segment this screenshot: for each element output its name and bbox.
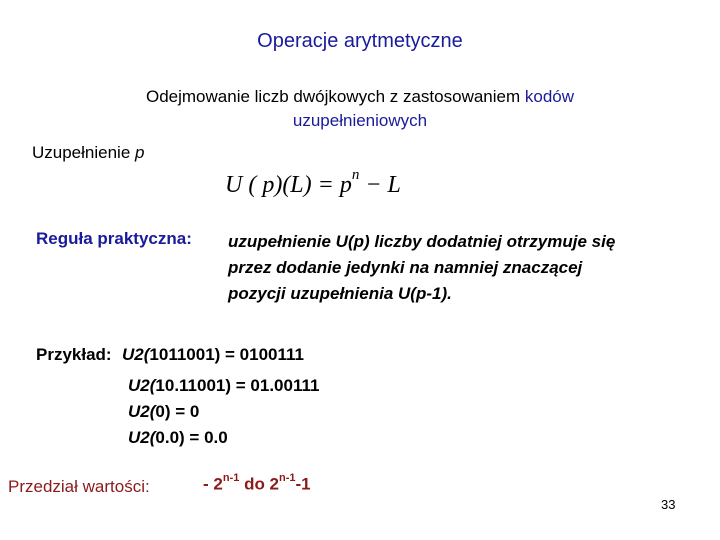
rule-line: uzupełnienie U(p) liczby dodatniej otrzymuje się [228,232,616,251]
complement-label: Uzupełnienie [32,143,136,162]
complement-formula [225,167,401,199]
rule-label: Reguła praktyczna: [36,229,192,248]
rule-line: pozycji uzupełnienia U(p-1). [228,284,452,303]
complement-variable: p [135,143,145,162]
slide-subtitle [0,85,720,133]
range-prefix: - 2 [203,474,223,494]
example-function: U2( [128,376,156,395]
range-middle: do 2 [239,474,280,494]
subtitle-text: Odejmowanie liczb dwójkowych z zastosowaniem [145,87,525,106]
formula-lhs: U ( p)(L) = p [225,172,352,198]
rule-text [228,229,615,307]
range-suffix: -1 [295,474,311,494]
example-text: 0.0) = 0.0 [155,428,228,447]
example-function: U2( [128,428,156,447]
rule-line: przez dodanie jedynki na namniej znaczącej [228,258,583,277]
example-label: Przykład: [36,345,112,364]
example-line [128,428,228,448]
subtitle-highlight-complement: uzupełnieniowych [292,111,428,130]
example-line [128,402,199,422]
formula-rhs: − L [359,172,401,198]
example-function: U2( [122,345,150,364]
page-number: 33 [661,497,676,512]
formula-exponent: n [351,167,360,183]
slide-title: Operacje arytmetyczne [257,30,463,52]
example-text: 1011001) = 0100111 [149,345,304,364]
range-exponent: n-1 [279,472,296,484]
example-function: U2( [128,402,156,421]
range-label: Przedział wartości: [8,477,150,496]
complement-heading [32,143,144,163]
example-text: 10.11001) = 01.00111 [155,376,320,395]
example-text: 0) = 0 [155,402,200,421]
range-value [203,474,311,495]
example-line [122,345,304,365]
range-exponent: n-1 [222,472,240,484]
subtitle-highlight-codes: kodów [524,87,575,106]
example-line [128,376,319,396]
